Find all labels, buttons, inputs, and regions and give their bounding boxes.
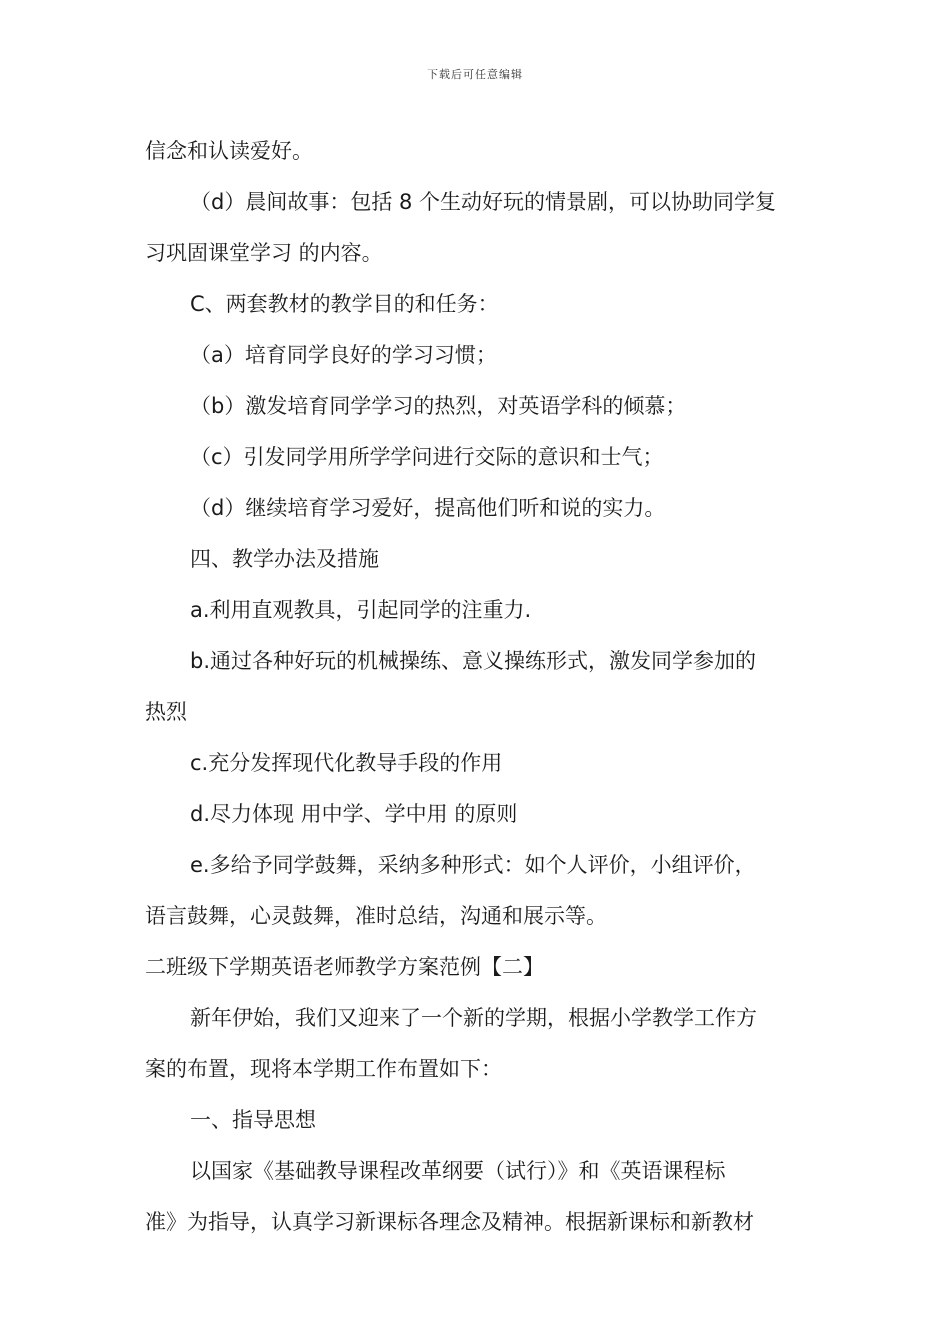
paragraph-line: 二班级下学期英语老师教学方案范例【二】 — [145, 955, 544, 979]
paragraph-line: 新年伊始，我们又迎来了一个新的学期，根据小学教学工作方 — [190, 1006, 757, 1030]
paragraph-line: 热烈 — [145, 700, 187, 724]
page-header: 下载后可任意编辑 — [427, 68, 523, 81]
paragraph-line: 习巩固课堂学习 的内容。 — [145, 241, 383, 265]
paragraph-line: （c）引发同学用所学学问进行交际的意识和士气； — [190, 445, 664, 469]
paragraph-line: c.充分发挥现代化教导手段的作用 — [190, 751, 503, 775]
paragraph-line: 信念和认读爱好。 — [145, 139, 313, 163]
paragraph-line: （a）培育同学良好的学习习惯； — [190, 343, 497, 367]
paragraph-line: e.多给予同学鼓舞，采纳多种形式：如个人评价，小组评价， — [190, 853, 756, 877]
paragraph-line: a.利用直观教具，引起同学的注重力. — [190, 598, 532, 622]
document-body — [145, 126, 810, 1248]
paragraph-line: C、两套教材的教学目的和任务： — [190, 292, 499, 316]
paragraph-line: 以国家《基础教导课程改革纲要（试行）》和《英语课程标 — [190, 1159, 726, 1183]
paragraph-line: 案的布置，现将本学期工作布置如下： — [145, 1057, 502, 1081]
paragraph-line: 一、指导思想 — [190, 1108, 316, 1132]
paragraph-line: d.尽力体现 用中学、学中用 的原则 — [190, 802, 518, 826]
paragraph-line: 四、教学办法及措施 — [190, 547, 379, 571]
paragraph-line: b.通过各种好玩的机械操练、意义操练形式，激发同学参加的 — [190, 649, 757, 673]
paragraph-line: （d）继续培育学习爱好，提高他们听和说的实力。 — [190, 496, 666, 520]
paragraph-line: 语言鼓舞，心灵鼓舞，准时总结，沟通和展示等。 — [145, 904, 607, 928]
paragraph-line: 准》为指导，认真学习新课标各理念及精神。根据新课标和新教材 — [145, 1210, 754, 1234]
paragraph-line: （b）激发培育同学学习的热烈，对英语学科的倾慕； — [190, 394, 687, 418]
paragraph-line: （d）晨间故事：包括 8 个生动好玩的情景剧，可以协助同学复 — [190, 190, 777, 214]
